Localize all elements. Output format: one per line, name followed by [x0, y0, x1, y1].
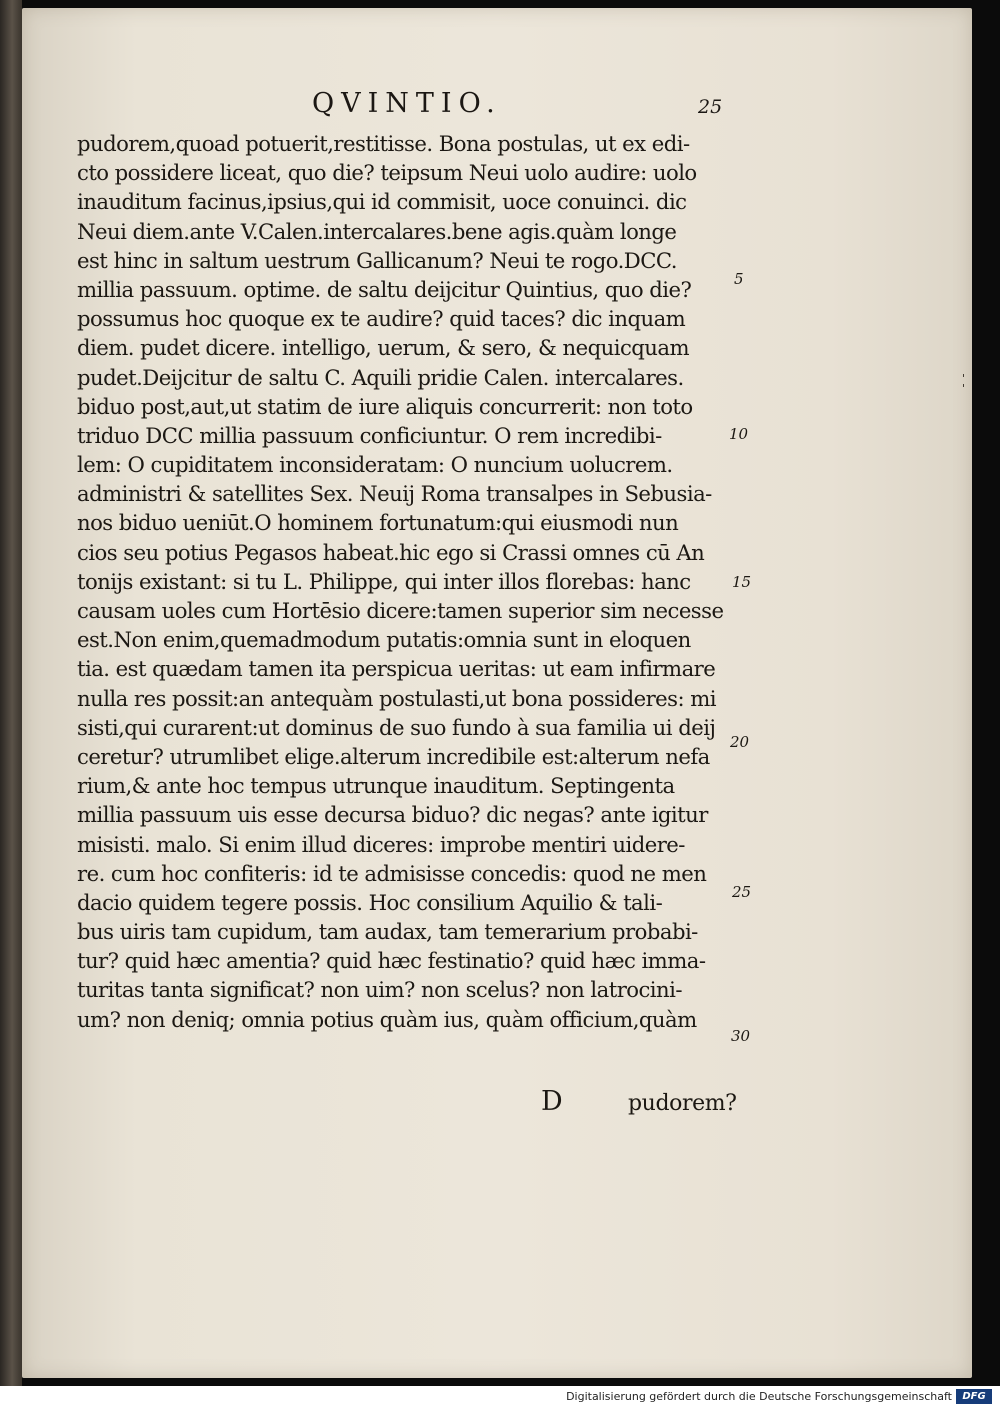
text-line: tia. est quædam tamen ita perspicua ueritas: ut eam infirmare: [77, 656, 716, 682]
line-number: 30: [731, 1027, 751, 1045]
text-line: re. cum hoc confiteris: id te admisisse concedis: quod ne men: [77, 860, 707, 886]
text-line: Neui diem.ante V.Calen.intercalares.bene agis.quàm longe: [77, 218, 677, 244]
line-number: 25: [732, 883, 752, 901]
running-head: QVINTIO.: [312, 88, 502, 119]
text-line: tur? quid hæc amentia? quid hæc festinatio? quid hæc imma-: [77, 948, 706, 974]
text-line: est.Non enim,quemadmodum putatis:omnia sunt in eloquen: [77, 627, 691, 653]
text-line: lem: O cupiditatem inconsideratam: O nuncium uolucrem.: [77, 452, 673, 478]
text-line: pudet.Deijcitur de saltu C. Aquili pridie Calen. intercalares.: [77, 364, 684, 390]
line-number: 15: [732, 573, 752, 591]
dfg-logo: DFG: [956, 1389, 992, 1404]
margin-marks: [962, 374, 968, 398]
text-line: cto possidere liceat, quo die? teipsum Neui uolo audire: uolo: [77, 160, 697, 186]
text-line: millia passuum. optime. de saltu deijcitur Quintius, quo die?: [77, 276, 692, 302]
line-number: 5: [734, 270, 744, 288]
text-line: triduo DCC millia passuum conficiuntur. O rem incredibi-: [77, 422, 662, 448]
text-line: turitas tanta significat? non uim? non scelus? non latrocini-: [77, 977, 682, 1003]
text-line: sisti,qui curarent:ut dominus de suo fundo à sua familia ui deij: [77, 714, 716, 740]
text-line: millia passuum uis esse decursa biduo? dic negas? ante igitur: [77, 802, 708, 828]
text-line: est hinc in saltum uestrum Gallicanum? Neui te rogo.DCC.: [77, 247, 677, 273]
signature-mark: D: [541, 1086, 563, 1117]
text-line: bus uiris tam cupidum, tam audax, tam temerarium probabi-: [77, 919, 698, 945]
text-line: causam uoles cum Hortēsio dicere:tamen superior sim necesse: [77, 598, 724, 623]
text-block: [77, 129, 757, 1034]
text-line: rium,& ante hoc tempus utrunque inauditum. Septingenta: [77, 773, 675, 799]
text-line: dacio quidem tegere possis. Hoc consilium Aquilio & tali-: [77, 889, 663, 915]
text-line: nulla res possit:an antequàm postulasti,ut bona possideres: mi: [77, 685, 716, 711]
text-line: diem. pudet dicere. intelligo, uerum, & sero, & nequicquam: [77, 335, 690, 361]
catchword: pudorem?: [628, 1091, 737, 1116]
text-line: cios seu potius Pegasos habeat.hic ego si Crassi omnes cū An: [77, 539, 705, 565]
text-line: inauditum facinus,ipsius,qui id commisit, uoce conuinci. dic: [77, 189, 687, 215]
text-line: pudorem,quoad potuerit,restitisse. Bona postulas, ut ex edi-: [77, 131, 690, 156]
text-line: ceretur? utrumlibet elige.alterum incredibile est:alterum nefa: [77, 743, 710, 769]
text-line: nos biduo ueniūt.O hominem fortunatum:qui eiusmodi nun: [77, 510, 679, 536]
margin-mark: ': [962, 372, 966, 385]
text-line: biduo post,aut,ut statim de iure aliquis concurrerit: non toto: [77, 393, 693, 419]
text-line: um? non deniq; omnia potius quàm ius, quàm officium,quàm: [77, 1006, 697, 1032]
book-page: [22, 8, 972, 1378]
binding-edge: [0, 0, 22, 1386]
page-number: 25: [698, 96, 723, 118]
text-line: possumus hoc quoque ex te audire? quid taces? dic inquam: [77, 306, 686, 332]
footer-bar: [0, 1386, 1000, 1408]
margin-mark: ': [962, 382, 966, 395]
text-line: tonijs existant: si tu L. Philippe, qui inter illos florebas: hanc: [77, 568, 691, 594]
funding-credit: Digitalisierung gefördert durch die Deutsche Forschungsgemeinschaft: [566, 1390, 952, 1403]
text-line: administri & satellites Sex. Neuij Roma transalpes in Sebusia-: [77, 481, 712, 507]
text-line: misisti. malo. Si enim illud diceres: improbe mentiri uidere-: [77, 831, 685, 857]
line-number: 10: [729, 425, 749, 443]
line-number: 20: [730, 733, 750, 751]
